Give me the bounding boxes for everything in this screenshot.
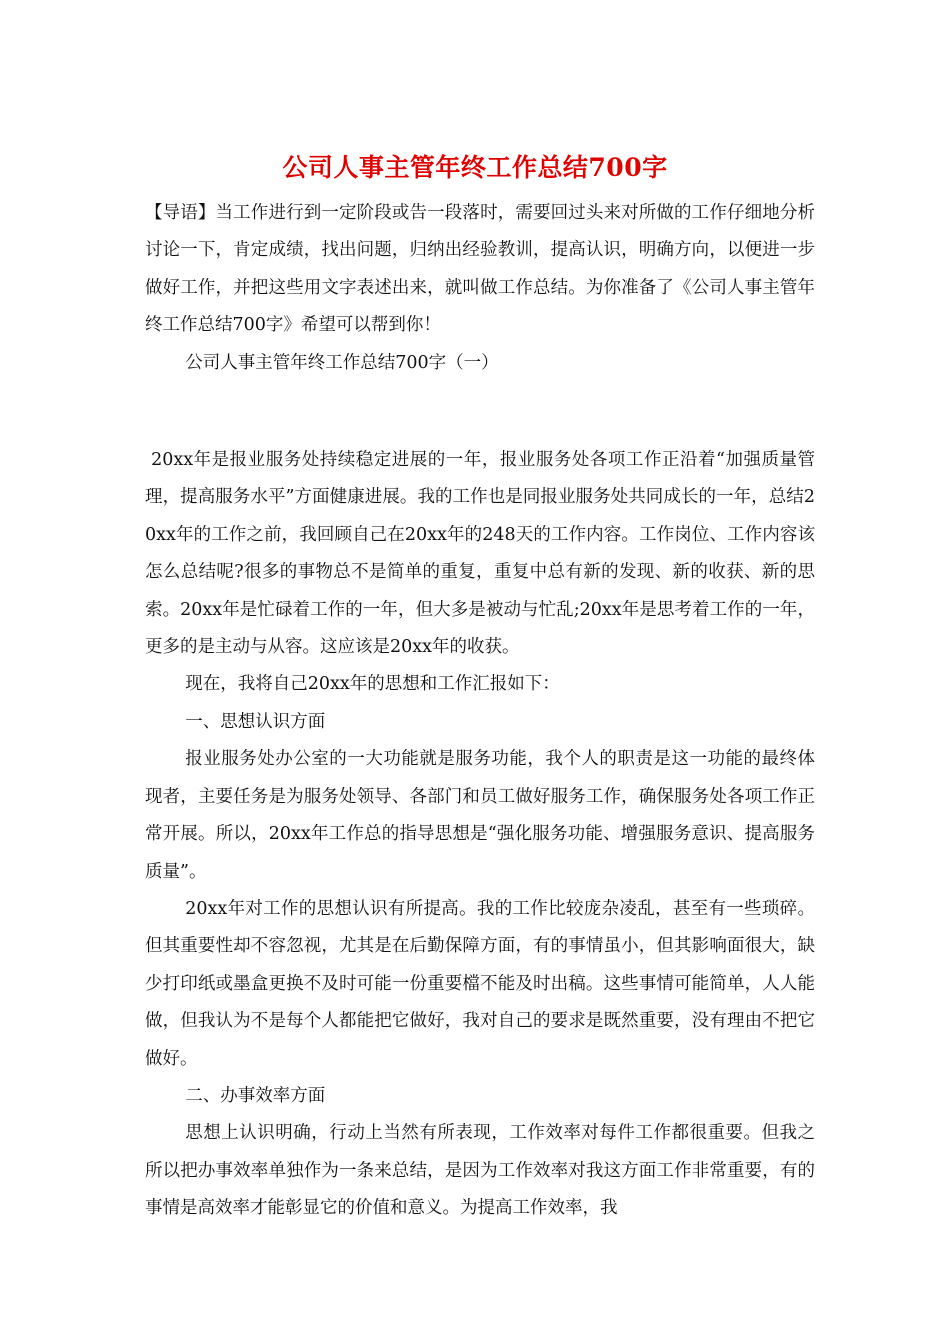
intro-paragraph: 【导语】当工作进行到一定阶段或告一段落时，需要回过头来对所做的工作仔细地分析讨论一下，肯定成绩，找出问题，归纳出经验教训，提高认识，明确方向，以便进一步做好工作，并把这些用文字表述出来，就叫做工作总结。为你准备了《公司人事主管年终工作总结700字》希望可以帮到你！ xyxy=(145,203,815,336)
body-paragraph: 思想上认识明确，行动上当然有所表现，工作效率对每件工作都很重要。但我之所以把办事效率单独作为一条来总结，是因为工作效率对我这方面工作非常重要，有的事情是高效率才能彰显它的价值和意义。为提高工作效率，我 xyxy=(145,1123,815,1219)
body-paragraph: 现在，我将自己20xx年的思想和工作汇报如下： xyxy=(185,674,560,695)
section-heading: 一、思想认识方面 xyxy=(185,711,326,732)
blank-space xyxy=(145,382,815,442)
body-paragraph: 20xx年是报业服务处持续稳定进展的一年，报业服务处各项工作正沿着“加强质量管理，提高服务水平”方面健康进展。我的工作也是同报业服务处共同成长的一年，总结20xx年的工作之前，我回顾自己在20xx年的248天的工作内容。工作岗位、工作内容该怎么总结呢?很多的事物总不是简单的重复，重复中总有新的发现、新的收获、新的思索。20xx年是忙碌着工作的一年，但大多是被动与忙乱;20xx年是思考着工作的一年，更多的是主动与从容。这应该是20xx年的收获。 xyxy=(145,450,815,658)
section-heading: 二、办事效率方面 xyxy=(185,1085,326,1106)
document-body xyxy=(145,195,815,1228)
document-title: 公司人事主管年终工作总结700字 xyxy=(282,153,668,182)
body-paragraph: 报业服务处办公室的一大功能就是服务功能，我个人的职责是这一功能的最终体现者，主要任务是为服务处领导、各部门和员工做好服务工作，确保服务处各项工作正常开展。所以，20xx年工作总的指导思想是“强化服务功能、增强服务意识、提高服务质量”。 xyxy=(145,749,815,882)
body-paragraph: 20xx年对工作的思想认识有所提高。我的工作比较庞杂凌乱，甚至有一些琐碎。但其重要性却不容忽视，尤其是在后勤保障方面，有的事情虽小，但其影响面很大，缺少打印纸或墨盒更换不及时可能一份重要檔不能及时出稿。这些事情可能简单，人人能做，但我认为不是每个人都能把它做好，我对自己的要求是既然重要，没有理由不把它做好。 xyxy=(145,898,815,1069)
section-subtitle: 公司人事主管年终工作总结700字（一） xyxy=(185,352,499,373)
